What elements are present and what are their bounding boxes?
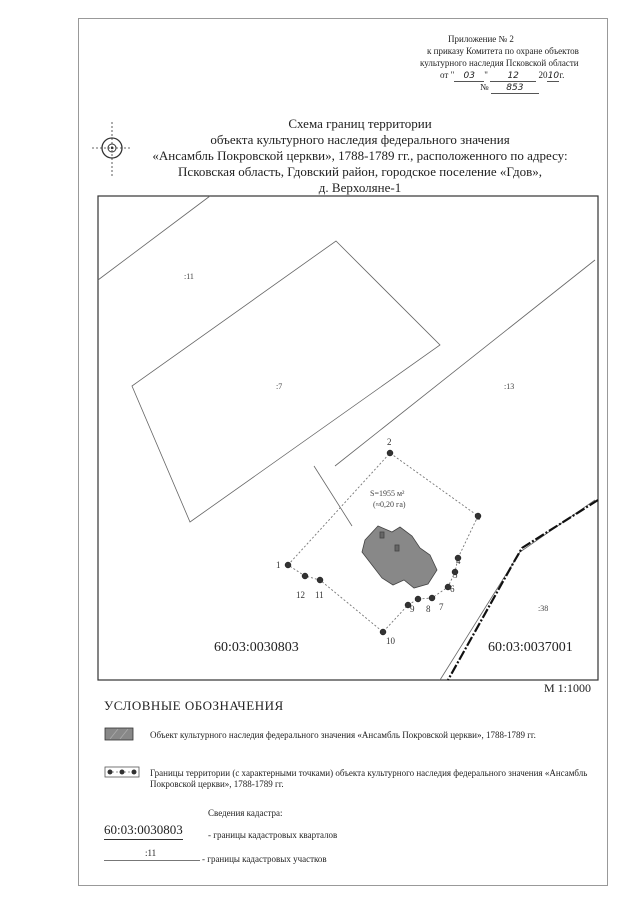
parcel-boundary xyxy=(98,196,210,280)
parcel-label: :11 xyxy=(184,272,194,281)
quarter-code-right: 60:03:0037001 xyxy=(488,640,573,655)
area-label: S=1955 м² xyxy=(370,489,405,498)
parcel-boundary xyxy=(440,600,490,680)
appendix-date: от " 03 " 12 2010г. xyxy=(440,70,565,81)
point-label: 9 xyxy=(410,604,415,614)
appendix-year: 10 xyxy=(547,71,560,81)
cadastre-parcel-code: :11 xyxy=(145,848,157,858)
title-line2: объекта культурного наследия федерального значения xyxy=(210,132,510,147)
appendix-day: 03 xyxy=(454,71,484,82)
boundary-point xyxy=(415,596,421,602)
point-label: 12 xyxy=(296,590,305,600)
appendix-number: № 853 xyxy=(480,82,539,94)
appendix-line1: Приложение № 2 xyxy=(448,34,514,44)
cadastre-heading: Сведения кадастра: xyxy=(208,808,283,818)
church-object xyxy=(362,526,437,588)
cadastre-quarter-code: 60:03:0030803 xyxy=(104,822,183,840)
point-label: 10 xyxy=(386,636,395,646)
point-label: 11 xyxy=(315,590,324,600)
area-hectares-label: (≈0,20 га) xyxy=(373,500,406,509)
parcel-boundary xyxy=(335,260,595,466)
cadastre-parcel-line xyxy=(104,860,200,861)
title-line3: «Ансамбль Покровской церкви», 1788-1789 гг., расположенного по адресу: xyxy=(152,148,568,163)
boundary-point xyxy=(429,595,435,601)
quarter-code-left: 60:03:0030803 xyxy=(214,640,299,655)
point-label: 2 xyxy=(387,437,392,447)
cadastre-parcel-description: - границы кадастровых участков xyxy=(202,854,327,864)
legend-boundary-icon xyxy=(104,765,140,779)
legend-object-icon xyxy=(104,727,134,741)
point-label: 3 xyxy=(476,512,481,522)
appendix-line3: культурного наследия Псковской области xyxy=(420,58,579,68)
parcel-label: :13 xyxy=(504,382,515,391)
map-frame xyxy=(98,196,598,680)
parcel-boundary xyxy=(314,466,352,526)
parcel-boundary-7 xyxy=(132,241,440,522)
appendix-month: 12 xyxy=(490,71,536,82)
appendix-line2: к приказу Комитета по охране объектов xyxy=(427,46,579,56)
boundary-point xyxy=(380,629,386,635)
scale-label: М 1:1000 xyxy=(544,681,592,695)
point-label: 8 xyxy=(426,604,431,614)
legend-item-object: Объект культурного наследия федерального значения «Ансамбль Покровской церкви», 1788-1789 гг. xyxy=(150,730,536,740)
point-label: 4 xyxy=(456,556,461,566)
title-line1: Схема границ территории xyxy=(288,116,432,131)
boundary-point xyxy=(302,573,308,579)
title-line5: д. Верхоляне-1 xyxy=(318,180,402,195)
point-label: 7 xyxy=(439,602,444,612)
boundary-point xyxy=(387,450,393,456)
point-label: 1 xyxy=(276,560,281,570)
title-line4: Псковская область, Гдовский район, городское поселение «Гдов», xyxy=(178,164,542,179)
legend-item-boundary: Границы территории (с характерными точками) объекта культурного наследия федерального значения «Ансамбль Покровской церкви», 1788-1789 гг. xyxy=(150,768,588,789)
point-label: 6 xyxy=(450,584,455,594)
parcel-label: :38 xyxy=(538,604,549,613)
boundary-point xyxy=(285,562,291,568)
parcel-label: :7 xyxy=(276,382,283,391)
point-label: 5 xyxy=(453,570,458,580)
boundary-point xyxy=(317,577,323,583)
legend-heading: УСЛОВНЫЕ ОБОЗНАЧЕНИЯ xyxy=(104,698,284,713)
cadastre-quarter-description: - границы кадастровых кварталов xyxy=(208,830,338,840)
